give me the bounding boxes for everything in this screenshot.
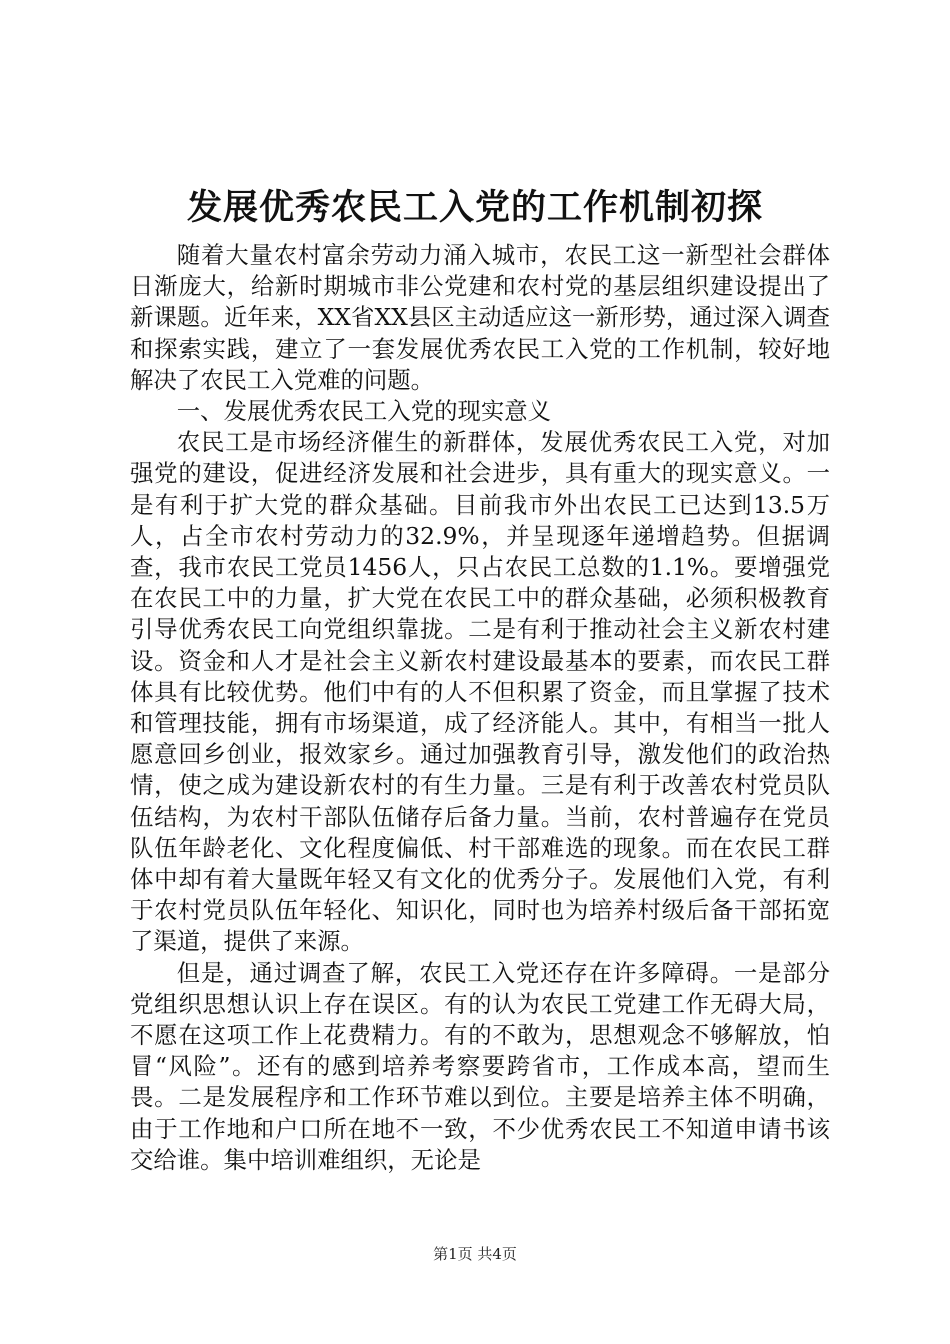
document-title: 发展优秀农民工入党的工作机制初探 bbox=[186, 187, 763, 228]
paragraph-significance: 农民工是市场经济催生的新群体，发展优秀农民工入党，对加强党的建设，促进经济发展和社会进步，具有重大的现实意义。一是有利于扩大党的群众基础。目前我市外出农民工已达到13.5万人，占全市农村劳动力的32.9%，并呈现逐年递增趋势。但据调查，我市农民工党员1456人，只占农民工总数的1.1%。要增强党在农民工中的力量，扩大党在农民工中的群众基础，必须积极教育引导优秀农民工向党组织靠拢。二是有利于推动社会主义新农村建设。资金和人才是社会主义新农村建设最基本的要素，而农民工群体具有比较优势。他们中有的人不但积累了资金，而且掌握了技术和管理技能，拥有市场渠道，成了经济能人。其中，有相当一批人愿意回乡创业，报效家乡。通过加强教育引导，激发他们的政治热情，使之成为建设新农村的有生力量。三是有利于改善农村党员队伍结构，为农村干部队伍储存后备力量。当前，农村普遍存在党员队伍年龄老化、文化程度偏低、村干部难选的现象。而在农民工群体中却有着大量既年轻又有文化的优秀分子。发展他们入党，有利于农村党员队伍年轻化、知识化，同时也为培养村级后备干部拓宽了渠道，提供了来源。 bbox=[130, 428, 830, 956]
paragraph-intro: 随着大量农村富余劳动力涌入城市，农民工这一新型社会群体日渐庞大，给新时期城市非公党建和农村党的基层组织建设提出了新课题。近年来，XX省XX县区主动适应这一新形势，通过深入调查和探索实践，建立了一套发展优秀农民工入党的工作机制，较好地解决了农民工入党难的问题。 bbox=[130, 241, 830, 394]
document-body bbox=[130, 240, 830, 1176]
section-heading: 一、发展优秀农民工入党的现实意义 bbox=[176, 397, 552, 426]
paragraph-obstacles: 但是，通过调查了解，农民工入党还存在许多障碍。一是部分党组织思想认识上存在误区。有的认为农民工党建工作无碍大局，不愿在这项工作上花费精力。有的不敢为，思想观念不够解放，怕冒“风险”。还有的感到培养考察要跨省市，工作成本高，望而生畏。二是发展程序和工作环节难以到位。主要是培养主体不明确，由于工作地和户口所在地不一致，不少优秀农民工不知道申请书该交给谁。集中培训难组织，无论是 bbox=[130, 958, 830, 1174]
page-footer: 第1页 共4页 bbox=[433, 1245, 517, 1263]
